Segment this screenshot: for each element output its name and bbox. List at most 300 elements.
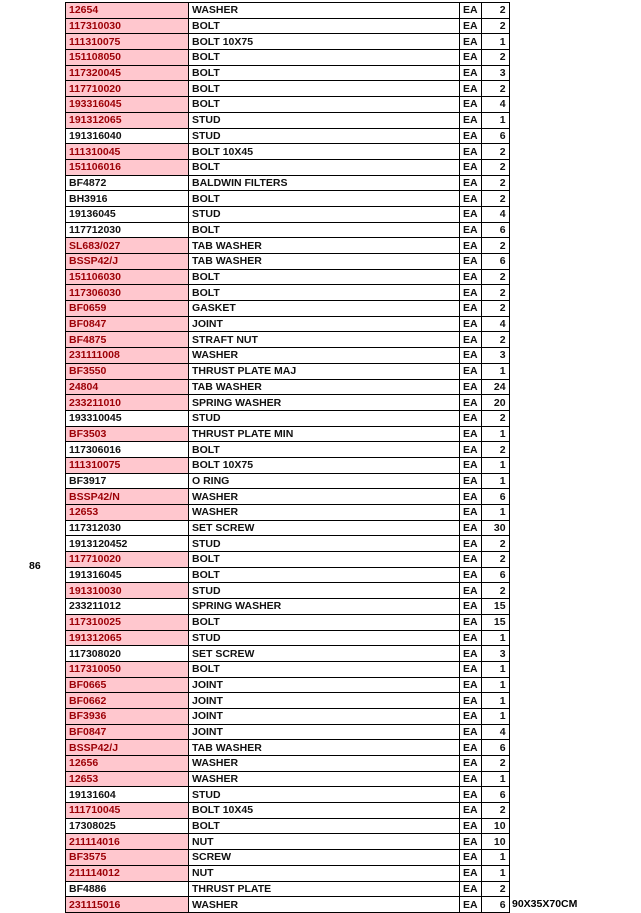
table-row	[66, 316, 640, 332]
table-row	[66, 3, 640, 19]
unit-cell: EA	[460, 599, 482, 615]
quantity-cell: 1	[481, 661, 509, 677]
quantity-cell: 1	[481, 34, 509, 50]
quantity-cell: 1	[481, 677, 509, 693]
description-cell: TAB WASHER	[189, 238, 460, 254]
spacer-cell	[509, 206, 639, 222]
unit-cell: EA	[460, 457, 482, 473]
table-row	[66, 410, 640, 426]
quantity-cell: 15	[481, 614, 509, 630]
quantity-cell: 2	[481, 238, 509, 254]
spacer-cell	[509, 787, 639, 803]
spacer-cell	[509, 363, 639, 379]
description-cell: WASHER	[189, 897, 460, 913]
unit-cell: EA	[460, 803, 482, 819]
unit-cell: EA	[460, 332, 482, 348]
quantity-cell: 4	[481, 97, 509, 113]
unit-cell: EA	[460, 285, 482, 301]
unit-cell: EA	[460, 552, 482, 568]
unit-cell: EA	[460, 834, 482, 850]
parts-table	[65, 2, 640, 913]
table-row	[66, 348, 640, 364]
spacer-cell	[509, 818, 639, 834]
spacer-cell	[509, 410, 639, 426]
part-code-cell: 117710020	[66, 81, 189, 97]
description-cell: BOLT	[189, 614, 460, 630]
quantity-cell: 1	[481, 693, 509, 709]
spacer-cell	[509, 18, 639, 34]
description-cell: BOLT	[189, 285, 460, 301]
table-row	[66, 238, 640, 254]
quantity-cell: 1	[481, 850, 509, 866]
table-row	[66, 81, 640, 97]
quantity-cell: 2	[481, 583, 509, 599]
part-code-cell: BF0659	[66, 301, 189, 317]
unit-cell: EA	[460, 630, 482, 646]
quantity-cell: 6	[481, 740, 509, 756]
quantity-cell: 2	[481, 269, 509, 285]
unit-cell: EA	[460, 850, 482, 866]
part-code-cell: 111710045	[66, 803, 189, 819]
quantity-cell: 2	[481, 191, 509, 207]
spacer-cell	[509, 536, 639, 552]
quantity-cell: 2	[481, 301, 509, 317]
quantity-cell: 3	[481, 348, 509, 364]
quantity-cell: 6	[481, 489, 509, 505]
part-code-cell: BF4872	[66, 175, 189, 191]
table-row	[66, 881, 640, 897]
spacer-cell	[509, 489, 639, 505]
unit-cell: EA	[460, 410, 482, 426]
quantity-cell: 4	[481, 724, 509, 740]
part-code-cell: BSSP42/J	[66, 254, 189, 270]
spacer-cell	[509, 81, 639, 97]
unit-cell: EA	[460, 395, 482, 411]
quantity-cell: 2	[481, 332, 509, 348]
table-row	[66, 646, 640, 662]
dimension-note: 90X35X70CM	[512, 898, 578, 910]
unit-cell: EA	[460, 693, 482, 709]
unit-cell: EA	[460, 646, 482, 662]
quantity-cell: 3	[481, 646, 509, 662]
part-code-cell: 24804	[66, 379, 189, 395]
description-cell: BOLT 10X45	[189, 144, 460, 160]
unit-cell: EA	[460, 787, 482, 803]
description-cell: GASKET	[189, 301, 460, 317]
spacer-cell	[509, 881, 639, 897]
table-row	[66, 865, 640, 881]
description-cell: BOLT	[189, 222, 460, 238]
spacer-cell	[509, 254, 639, 270]
quantity-cell: 2	[481, 18, 509, 34]
description-cell: BOLT 10X75	[189, 457, 460, 473]
spacer-cell	[509, 238, 639, 254]
unit-cell: EA	[460, 363, 482, 379]
table-row	[66, 630, 640, 646]
spacer-cell	[509, 599, 639, 615]
quantity-cell: 24	[481, 379, 509, 395]
description-cell: WASHER	[189, 348, 460, 364]
part-code-cell: 117310030	[66, 18, 189, 34]
description-cell: BOLT	[189, 567, 460, 583]
unit-cell: EA	[460, 316, 482, 332]
part-code-cell: SL683/027	[66, 238, 189, 254]
quantity-cell: 1	[481, 112, 509, 128]
unit-cell: EA	[460, 348, 482, 364]
spacer-cell	[509, 3, 639, 19]
spacer-cell	[509, 803, 639, 819]
spacer-cell	[509, 614, 639, 630]
description-cell: SET SCREW	[189, 646, 460, 662]
spacer-cell	[509, 97, 639, 113]
part-code-cell: 12656	[66, 756, 189, 772]
part-code-cell: 117308020	[66, 646, 189, 662]
unit-cell: EA	[460, 740, 482, 756]
spacer-cell	[509, 740, 639, 756]
part-code-cell: 117312030	[66, 520, 189, 536]
table-row	[66, 426, 640, 442]
description-cell: WASHER	[189, 505, 460, 521]
part-code-cell: 12653	[66, 505, 189, 521]
spacer-cell	[509, 756, 639, 772]
unit-cell: EA	[460, 505, 482, 521]
description-cell: TAB WASHER	[189, 254, 460, 270]
table-row	[66, 97, 640, 113]
quantity-cell: 2	[481, 536, 509, 552]
part-code-cell: 12653	[66, 771, 189, 787]
quantity-cell: 1	[481, 771, 509, 787]
unit-cell: EA	[460, 65, 482, 81]
part-code-cell: 151108050	[66, 50, 189, 66]
spacer-cell	[509, 520, 639, 536]
quantity-cell: 2	[481, 175, 509, 191]
spacer-cell	[509, 316, 639, 332]
quantity-cell: 6	[481, 567, 509, 583]
side-number: 86	[29, 560, 41, 572]
table-row	[66, 724, 640, 740]
spacer-cell	[509, 301, 639, 317]
description-cell: WASHER	[189, 771, 460, 787]
spacer-cell	[509, 457, 639, 473]
description-cell: STUD	[189, 630, 460, 646]
description-cell: NUT	[189, 865, 460, 881]
table-row	[66, 175, 640, 191]
unit-cell: EA	[460, 426, 482, 442]
table-row	[66, 65, 640, 81]
part-code-cell: 191316040	[66, 128, 189, 144]
spacer-cell	[509, 583, 639, 599]
table-row	[66, 787, 640, 803]
table-row	[66, 457, 640, 473]
unit-cell: EA	[460, 677, 482, 693]
part-code-cell: BSSP42/J	[66, 740, 189, 756]
spacer-cell	[509, 332, 639, 348]
table-row	[66, 693, 640, 709]
part-code-cell: 233211012	[66, 599, 189, 615]
part-code-cell: 211114016	[66, 834, 189, 850]
unit-cell: EA	[460, 708, 482, 724]
unit-cell: EA	[460, 489, 482, 505]
description-cell: STUD	[189, 112, 460, 128]
part-code-cell: BF3550	[66, 363, 189, 379]
part-code-cell: BH3916	[66, 191, 189, 207]
table-row	[66, 254, 640, 270]
quantity-cell: 6	[481, 222, 509, 238]
spacer-cell	[509, 708, 639, 724]
unit-cell: EA	[460, 3, 482, 19]
unit-cell: EA	[460, 442, 482, 458]
part-code-cell: 17308025	[66, 818, 189, 834]
unit-cell: EA	[460, 159, 482, 175]
spacer-cell	[509, 771, 639, 787]
description-cell: BOLT	[189, 191, 460, 207]
quantity-cell: 2	[481, 410, 509, 426]
description-cell: BOLT	[189, 661, 460, 677]
part-code-cell: 193310045	[66, 410, 189, 426]
parts-table-body	[66, 3, 640, 913]
description-cell: BALDWIN FILTERS	[189, 175, 460, 191]
spacer-cell	[509, 834, 639, 850]
unit-cell: EA	[460, 128, 482, 144]
part-code-cell: 191310030	[66, 583, 189, 599]
spacer-cell	[509, 144, 639, 160]
spacer-cell	[509, 646, 639, 662]
quantity-cell: 2	[481, 756, 509, 772]
unit-cell: EA	[460, 18, 482, 34]
table-row	[66, 473, 640, 489]
description-cell: SCREW	[189, 850, 460, 866]
table-row	[66, 332, 640, 348]
quantity-cell: 4	[481, 206, 509, 222]
table-row	[66, 301, 640, 317]
description-cell: JOINT	[189, 316, 460, 332]
part-code-cell: BF0847	[66, 316, 189, 332]
part-code-cell: 111310075	[66, 457, 189, 473]
unit-cell: EA	[460, 191, 482, 207]
description-cell: BOLT	[189, 442, 460, 458]
description-cell: WASHER	[189, 489, 460, 505]
spacer-cell	[509, 426, 639, 442]
table-row	[66, 520, 640, 536]
quantity-cell: 15	[481, 599, 509, 615]
table-row	[66, 505, 640, 521]
quantity-cell: 2	[481, 285, 509, 301]
unit-cell: EA	[460, 34, 482, 50]
quantity-cell: 1	[481, 363, 509, 379]
quantity-cell: 30	[481, 520, 509, 536]
part-code-cell: BF0665	[66, 677, 189, 693]
quantity-cell: 2	[481, 803, 509, 819]
part-code-cell: BF3503	[66, 426, 189, 442]
part-code-cell: 117310025	[66, 614, 189, 630]
description-cell: O RING	[189, 473, 460, 489]
description-cell: BOLT	[189, 65, 460, 81]
table-row	[66, 285, 640, 301]
part-code-cell: BF0662	[66, 693, 189, 709]
quantity-cell: 6	[481, 897, 509, 913]
description-cell: JOINT	[189, 677, 460, 693]
quantity-cell: 10	[481, 818, 509, 834]
description-cell: WASHER	[189, 756, 460, 772]
description-cell: STRAFT NUT	[189, 332, 460, 348]
table-row	[66, 567, 640, 583]
quantity-cell: 1	[481, 457, 509, 473]
description-cell: BOLT	[189, 97, 460, 113]
quantity-cell: 1	[481, 865, 509, 881]
description-cell: BOLT	[189, 18, 460, 34]
spacer-cell	[509, 348, 639, 364]
table-row	[66, 128, 640, 144]
description-cell: TAB WASHER	[189, 740, 460, 756]
unit-cell: EA	[460, 771, 482, 787]
part-code-cell: 117710020	[66, 552, 189, 568]
description-cell: STUD	[189, 536, 460, 552]
part-code-cell: 19131604	[66, 787, 189, 803]
quantity-cell: 2	[481, 50, 509, 66]
part-code-cell: 191312065	[66, 112, 189, 128]
spacer-cell	[509, 552, 639, 568]
quantity-cell: 2	[481, 881, 509, 897]
part-code-cell: 111310075	[66, 34, 189, 50]
quantity-cell: 20	[481, 395, 509, 411]
quantity-cell: 2	[481, 144, 509, 160]
spacer-cell	[509, 34, 639, 50]
unit-cell: EA	[460, 301, 482, 317]
table-row	[66, 708, 640, 724]
description-cell: JOINT	[189, 693, 460, 709]
part-code-cell: 231111008	[66, 348, 189, 364]
unit-cell: EA	[460, 897, 482, 913]
unit-cell: EA	[460, 112, 482, 128]
part-code-cell: 117320045	[66, 65, 189, 81]
description-cell: BOLT	[189, 81, 460, 97]
quantity-cell: 1	[481, 630, 509, 646]
unit-cell: EA	[460, 614, 482, 630]
table-row	[66, 206, 640, 222]
spacer-cell	[509, 442, 639, 458]
quantity-cell: 4	[481, 316, 509, 332]
table-row	[66, 395, 640, 411]
spacer-cell	[509, 50, 639, 66]
table-row	[66, 740, 640, 756]
part-code-cell: BF4875	[66, 332, 189, 348]
description-cell: BOLT 10X75	[189, 34, 460, 50]
part-code-cell: BF3917	[66, 473, 189, 489]
table-row	[66, 583, 640, 599]
table-row	[66, 756, 640, 772]
quantity-cell: 1	[481, 473, 509, 489]
spacer-cell	[509, 693, 639, 709]
spacer-cell	[509, 661, 639, 677]
spacer-cell	[509, 379, 639, 395]
part-code-cell: 191312065	[66, 630, 189, 646]
unit-cell: EA	[460, 254, 482, 270]
part-code-cell: 117712030	[66, 222, 189, 238]
quantity-cell: 6	[481, 254, 509, 270]
spacer-cell	[509, 473, 639, 489]
part-code-cell: BF0847	[66, 724, 189, 740]
description-cell: BOLT	[189, 269, 460, 285]
table-row	[66, 50, 640, 66]
spacer-cell	[509, 112, 639, 128]
part-code-cell: BF3575	[66, 850, 189, 866]
table-row	[66, 834, 640, 850]
quantity-cell: 2	[481, 552, 509, 568]
description-cell: THRUST PLATE MIN	[189, 426, 460, 442]
part-code-cell: 191316045	[66, 567, 189, 583]
table-row	[66, 442, 640, 458]
table-row	[66, 18, 640, 34]
spacer-cell	[509, 285, 639, 301]
part-code-cell: 193316045	[66, 97, 189, 113]
part-code-cell: 151106030	[66, 269, 189, 285]
unit-cell: EA	[460, 661, 482, 677]
description-cell: BOLT	[189, 159, 460, 175]
unit-cell: EA	[460, 756, 482, 772]
unit-cell: EA	[460, 520, 482, 536]
quantity-cell: 2	[481, 159, 509, 175]
part-code-cell: 111310045	[66, 144, 189, 160]
unit-cell: EA	[460, 97, 482, 113]
description-cell: THRUST PLATE MAJ	[189, 363, 460, 379]
table-row	[66, 191, 640, 207]
unit-cell: EA	[460, 881, 482, 897]
unit-cell: EA	[460, 206, 482, 222]
quantity-cell: 6	[481, 787, 509, 803]
part-code-cell: 233211010	[66, 395, 189, 411]
description-cell: WASHER	[189, 3, 460, 19]
table-row	[66, 677, 640, 693]
spacer-cell	[509, 65, 639, 81]
description-cell: SPRING WASHER	[189, 395, 460, 411]
table-row	[66, 552, 640, 568]
description-cell: THRUST PLATE	[189, 881, 460, 897]
quantity-cell: 2	[481, 81, 509, 97]
quantity-cell: 1	[481, 426, 509, 442]
part-code-cell: 12654	[66, 3, 189, 19]
table-row	[66, 222, 640, 238]
description-cell: STUD	[189, 410, 460, 426]
description-cell: BOLT 10X45	[189, 803, 460, 819]
spacer-cell	[509, 222, 639, 238]
unit-cell: EA	[460, 567, 482, 583]
spacer-cell	[509, 505, 639, 521]
description-cell: SET SCREW	[189, 520, 460, 536]
unit-cell: EA	[460, 144, 482, 160]
unit-cell: EA	[460, 583, 482, 599]
unit-cell: EA	[460, 175, 482, 191]
spacer-cell	[509, 269, 639, 285]
table-row	[66, 803, 640, 819]
spacer-cell	[509, 175, 639, 191]
quantity-cell: 2	[481, 3, 509, 19]
description-cell: TAB WASHER	[189, 379, 460, 395]
spacer-cell	[509, 395, 639, 411]
description-cell: STUD	[189, 128, 460, 144]
unit-cell: EA	[460, 238, 482, 254]
table-row	[66, 536, 640, 552]
spacer-cell	[509, 724, 639, 740]
quantity-cell: 2	[481, 442, 509, 458]
quantity-cell: 1	[481, 505, 509, 521]
part-code-cell: BF3936	[66, 708, 189, 724]
table-row	[66, 112, 640, 128]
description-cell: SPRING WASHER	[189, 599, 460, 615]
part-code-cell: 19136045	[66, 206, 189, 222]
quantity-cell: 10	[481, 834, 509, 850]
table-row	[66, 489, 640, 505]
description-cell: BOLT	[189, 552, 460, 568]
